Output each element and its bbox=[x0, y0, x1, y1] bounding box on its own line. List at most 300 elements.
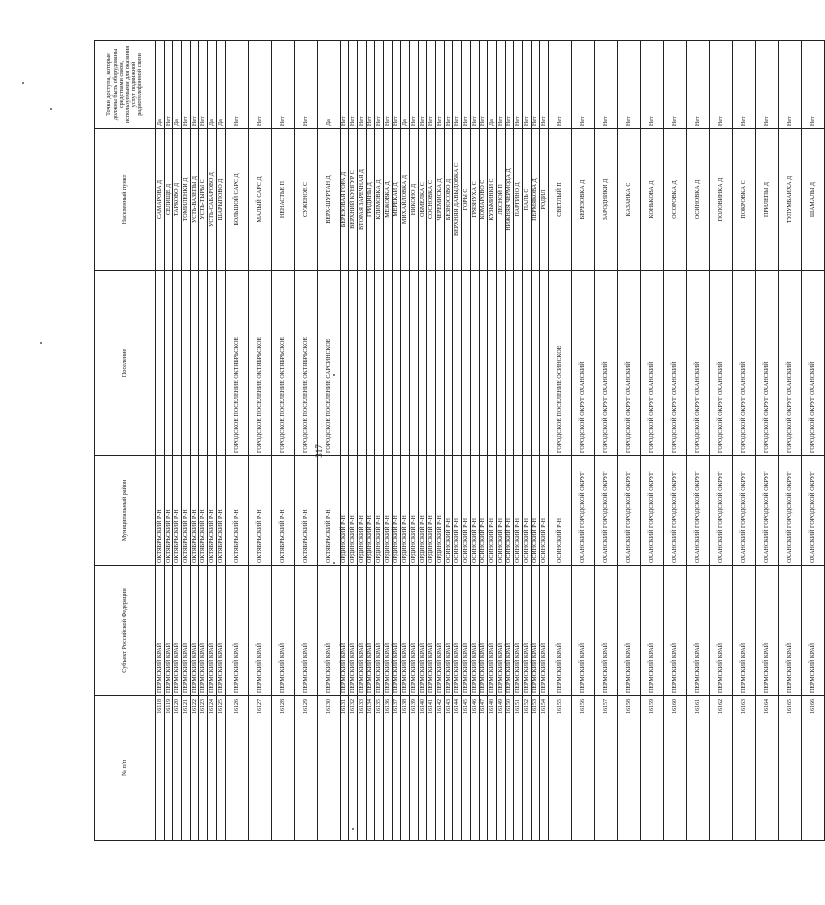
row-municipal: ОРДИНСКИЙ Р-Н bbox=[340, 456, 349, 566]
row-subject: ПЕРМСКИЙ КРАЙ bbox=[199, 566, 208, 696]
table-row bbox=[453, 41, 462, 841]
row-number: 16120 bbox=[173, 696, 182, 841]
row-number: 16149 bbox=[496, 696, 505, 841]
table-row bbox=[208, 41, 217, 841]
table-row bbox=[595, 41, 618, 841]
row-municipal: ОСИНСКИЙ Р-Н bbox=[514, 456, 523, 566]
row-municipal: ОХАНСКИЙ ГОРОДСКОЙ ОКРУГ bbox=[802, 456, 825, 566]
row-settlement bbox=[182, 271, 191, 456]
row-locality: НИЖНЯЯ ЧЕРМОДА Д bbox=[505, 129, 514, 271]
row-number: 16136 bbox=[383, 696, 392, 841]
row-access: Нет bbox=[595, 41, 618, 129]
row-number: 16156 bbox=[572, 696, 595, 841]
row-locality: УСТЬ-ВАЗЕПЫ Д bbox=[190, 129, 199, 271]
row-number: 16127 bbox=[248, 696, 271, 841]
row-municipal: ОКТЯБРЬСКИЙ Р-Н bbox=[294, 456, 317, 566]
table-row bbox=[733, 41, 756, 841]
row-municipal: ОРДИНСКИЙ Р-Н bbox=[366, 456, 375, 566]
row-number: 16160 bbox=[664, 696, 687, 841]
row-settlement bbox=[410, 271, 419, 456]
row-access: Нет bbox=[357, 41, 366, 129]
settlements-table bbox=[94, 40, 825, 841]
row-access: Нет bbox=[522, 41, 531, 129]
row-municipal: ОРДИНСКИЙ Р-Н bbox=[349, 456, 358, 566]
row-municipal: ОСИНСКИЙ Р-Н bbox=[462, 456, 471, 566]
row-number: 16126 bbox=[225, 696, 248, 841]
row-subject: ПЕРМСКИЙ КРАЙ bbox=[505, 566, 514, 696]
row-subject: ПЕРМСКИЙ КРАЙ bbox=[531, 566, 540, 696]
row-settlement: ГОРОДСКОЙ ОКРУГ ОХАНСКИЙ bbox=[641, 271, 664, 456]
row-subject: ПЕРМСКИЙ КРАЙ bbox=[190, 566, 199, 696]
row-locality: БЕЗНОСОВО Д bbox=[444, 129, 453, 271]
row-number: 16142 bbox=[436, 696, 445, 841]
row-settlement bbox=[444, 271, 453, 456]
row-access: Нет bbox=[505, 41, 514, 129]
row-municipal: ОХАНСКИЙ ГОРОДСКОЙ ОКРУГ bbox=[572, 456, 595, 566]
header-settlement: Поселение bbox=[95, 271, 156, 456]
row-municipal: ОСИНСКИЙ Р-Н bbox=[549, 456, 572, 566]
table-row bbox=[514, 41, 523, 841]
row-subject: ПЕРМСКИЙ КРАЙ bbox=[216, 566, 225, 696]
table-row bbox=[756, 41, 779, 841]
row-subject: ПЕРМСКИЙ КРАЙ bbox=[522, 566, 531, 696]
page-number: 317 bbox=[313, 444, 324, 458]
table-row bbox=[549, 41, 572, 841]
table-row bbox=[479, 41, 488, 841]
row-locality: ТОМИЛЕНКИ Д bbox=[182, 129, 191, 271]
row-subject: ПЕРМСКИЙ КРАЙ bbox=[349, 566, 358, 696]
row-settlement bbox=[488, 271, 497, 456]
row-access: Нет bbox=[756, 41, 779, 129]
scan-speck bbox=[22, 82, 24, 84]
table-row bbox=[182, 41, 191, 841]
header-municipal: Муниципальный район bbox=[95, 456, 156, 566]
row-number: 16123 bbox=[199, 696, 208, 841]
row-settlement: ГОРОДСКОЙ ОКРУГ ОХАНСКИЙ bbox=[687, 271, 710, 456]
row-municipal: ОСИНСКИЙ Р-Н bbox=[522, 456, 531, 566]
row-access: Нет bbox=[496, 41, 505, 129]
row-number: 16124 bbox=[208, 696, 217, 841]
table-header-row bbox=[95, 41, 156, 841]
row-subject: ПЕРМСКИЙ КРАЙ bbox=[317, 566, 340, 696]
table-row bbox=[248, 41, 271, 841]
table-row bbox=[436, 41, 445, 841]
row-locality: СОСНОВКА С bbox=[427, 129, 436, 271]
row-settlement bbox=[479, 271, 488, 456]
row-access: Нет bbox=[271, 41, 294, 129]
row-settlement: ГОРОДСКОЙ ОКРУГ ОХАНСКИЙ bbox=[733, 271, 756, 456]
row-subject: ПЕРМСКИЙ КРАЙ bbox=[357, 566, 366, 696]
row-subject: ПЕРМСКИЙ КРАЙ bbox=[470, 566, 479, 696]
row-settlement bbox=[522, 271, 531, 456]
row-settlement bbox=[156, 271, 165, 456]
row-subject: ПЕРМСКИЙ КРАЙ bbox=[710, 566, 733, 696]
row-settlement: ГОРОДСКОЕ ПОСЕЛЕНИЕ ОКТЯБРЬСКОЕ bbox=[294, 271, 317, 456]
row-locality: ОСИНОВКА Д bbox=[687, 129, 710, 271]
table-frame bbox=[94, 41, 816, 841]
row-access: Нет bbox=[225, 41, 248, 129]
row-access: Нет bbox=[294, 41, 317, 129]
table-row bbox=[173, 41, 182, 841]
row-municipal: ОКТЯБРЬСКИЙ Р-Н bbox=[317, 456, 340, 566]
row-subject: ПЕРМСКИЙ КРАЙ bbox=[444, 566, 453, 696]
row-settlement: ГОРОДСКОЙ ОКРУГ ОХАНСКИЙ bbox=[572, 271, 595, 456]
row-municipal: ОКТЯБРЬСКИЙ Р-Н bbox=[208, 456, 217, 566]
row-number: 16119 bbox=[164, 696, 173, 841]
row-subject: ПЕРМСКИЙ КРАЙ bbox=[173, 566, 182, 696]
row-locality: УСТЬ-САБАРОВО Д bbox=[208, 129, 217, 271]
row-locality: ОБМЕЛКА С bbox=[418, 129, 427, 271]
row-subject: ПЕРМСКИЙ КРАЙ bbox=[572, 566, 595, 696]
row-access: Нет bbox=[383, 41, 392, 129]
row-subject: ПЕРМСКИЙ КРАЙ bbox=[427, 566, 436, 696]
row-subject: ПЕРМСКИЙ КРАЙ bbox=[375, 566, 384, 696]
row-settlement bbox=[383, 271, 392, 456]
row-subject: ПЕРМСКИЙ КРАЙ bbox=[248, 566, 271, 696]
row-locality: СВЕТЛЫЙ П bbox=[549, 129, 572, 271]
row-number: 16151 bbox=[514, 696, 523, 841]
table-row bbox=[375, 41, 384, 841]
row-subject: ПЕРМСКИЙ КРАЙ bbox=[479, 566, 488, 696]
row-number: 16162 bbox=[710, 696, 733, 841]
row-subject: ПЕРМСКИЙ КРАЙ bbox=[733, 566, 756, 696]
row-access: Нет bbox=[641, 41, 664, 129]
row-settlement bbox=[392, 271, 401, 456]
row-locality: МЕЖОВКА Д bbox=[383, 129, 392, 271]
row-municipal: ОХАНСКИЙ ГОРОДСКОЙ ОКРУГ bbox=[733, 456, 756, 566]
row-access: Нет bbox=[182, 41, 191, 129]
row-settlement bbox=[427, 271, 436, 456]
row-settlement bbox=[505, 271, 514, 456]
table-row bbox=[470, 41, 479, 841]
row-municipal: ОСИНСКИЙ Р-Н bbox=[496, 456, 505, 566]
row-municipal: ОХАНСКИЙ ГОРОДСКОЙ ОКРУГ bbox=[641, 456, 664, 566]
table-row bbox=[496, 41, 505, 841]
row-settlement: ГОРОДСКОЙ ОКРУГ ОХАНСКИЙ bbox=[618, 271, 641, 456]
row-access: Да bbox=[401, 41, 410, 129]
row-access: Нет bbox=[572, 41, 595, 129]
row-locality: ПОКРОВКА С bbox=[733, 129, 756, 271]
row-locality: ПРИЛЕПЫ Д bbox=[756, 129, 779, 271]
row-settlement bbox=[366, 271, 375, 456]
table-row bbox=[687, 41, 710, 841]
row-access: Нет bbox=[199, 41, 208, 129]
table-row bbox=[199, 41, 208, 841]
row-number: 16164 bbox=[756, 696, 779, 841]
row-settlement bbox=[375, 271, 384, 456]
table-row bbox=[779, 41, 802, 841]
table-row bbox=[340, 41, 349, 841]
row-access: Да bbox=[488, 41, 497, 129]
row-municipal: ОРДИНСКИЙ Р-Н bbox=[357, 456, 366, 566]
row-number: 16121 bbox=[182, 696, 191, 841]
row-settlement bbox=[418, 271, 427, 456]
row-locality: БЕРЕЗОВКА Д bbox=[572, 129, 595, 271]
table-row bbox=[366, 41, 375, 841]
table-row bbox=[540, 41, 549, 841]
row-access: Нет bbox=[733, 41, 756, 129]
table-row bbox=[710, 41, 733, 841]
row-municipal: ОСИНСКИЙ Р-Н bbox=[505, 456, 514, 566]
table-row bbox=[164, 41, 173, 841]
row-locality: ШАРЫПОВО Д bbox=[216, 129, 225, 271]
row-settlement bbox=[340, 271, 349, 456]
row-number: 16148 bbox=[488, 696, 497, 841]
row-locality: МАЛЫЙ САРС Д bbox=[248, 129, 271, 271]
row-number: 16122 bbox=[190, 696, 199, 841]
row-number: 16144 bbox=[453, 696, 462, 841]
row-locality: БОЛЬШОЙ САРС Д bbox=[225, 129, 248, 271]
row-subject: ПЕРМСКИЙ КРАЙ bbox=[340, 566, 349, 696]
header-num: № п/п bbox=[95, 696, 156, 841]
row-subject: ПЕРМСКИЙ КРАЙ bbox=[514, 566, 523, 696]
row-settlement: ГОРОДСКОЕ ПОСЕЛЕНИЕ ОКТЯБРЬСКОЕ bbox=[225, 271, 248, 456]
row-municipal: ОКТЯБРЬСКИЙ Р-Н bbox=[156, 456, 165, 566]
row-number: 16141 bbox=[427, 696, 436, 841]
row-municipal: ОСИНСКИЙ Р-Н bbox=[479, 456, 488, 566]
row-settlement: ГОРОДСКОЙ ОКРУГ ОХАНСКИЙ bbox=[802, 271, 825, 456]
row-access: Нет bbox=[531, 41, 540, 129]
row-number: 16128 bbox=[271, 696, 294, 841]
row-subject: ПЕРМСКИЙ КРАЙ bbox=[756, 566, 779, 696]
row-number: 16157 bbox=[595, 696, 618, 841]
row-number: 16134 bbox=[366, 696, 375, 841]
row-number: 16125 bbox=[216, 696, 225, 841]
row-access: Да bbox=[156, 41, 165, 129]
table-row bbox=[271, 41, 294, 841]
row-number: 16159 bbox=[641, 696, 664, 841]
row-municipal: ОКТЯБРЬСКИЙ Р-Н bbox=[182, 456, 191, 566]
row-municipal: ОСИНСКИЙ Р-Н bbox=[488, 456, 497, 566]
row-settlement bbox=[462, 271, 471, 456]
row-subject: ПЕРМСКИЙ КРАЙ bbox=[208, 566, 217, 696]
row-municipal: ОРДИНСКИЙ Р-Н bbox=[383, 456, 392, 566]
row-settlement: ГОРОДСКОЕ ПОСЕЛЕНИЕ ОКТЯБРЬСКОЕ bbox=[271, 271, 294, 456]
row-municipal: ОКТЯБРЬСКИЙ Р-Н bbox=[271, 456, 294, 566]
row-settlement: ГОРОДСКОЙ ОКРУГ ОХАНСКИЙ bbox=[664, 271, 687, 456]
header-subject: Субъект Российской Федерации bbox=[95, 566, 156, 696]
row-number: 16129 bbox=[294, 696, 317, 841]
row-locality: УСТЬ-ТЫРЫ С bbox=[199, 129, 208, 271]
table-row bbox=[572, 41, 595, 841]
row-access: Нет bbox=[366, 41, 375, 129]
row-municipal: ОСИНСКИЙ Р-Н bbox=[453, 456, 462, 566]
row-locality: ЛЕСНОЙ П bbox=[496, 129, 505, 271]
row-number: 16137 bbox=[392, 696, 401, 841]
row-settlement bbox=[514, 271, 523, 456]
row-access: Нет bbox=[340, 41, 349, 129]
row-subject: ПЕРМСКИЙ КРАЙ bbox=[366, 566, 375, 696]
row-settlement bbox=[357, 271, 366, 456]
row-municipal: ОХАНСКИЙ ГОРОДСКОЙ ОКРУГ bbox=[756, 456, 779, 566]
row-access: Нет bbox=[479, 41, 488, 129]
row-locality: КАЗАНКА С bbox=[618, 129, 641, 271]
row-subject: ПЕРМСКИЙ КРАЙ bbox=[182, 566, 191, 696]
row-access: Нет bbox=[248, 41, 271, 129]
row-locality: КОНЬКОВА Д bbox=[641, 129, 664, 271]
row-settlement: ГОРОДСКОЕ ПОСЕЛЕНИЕ ОКТЯБРЬСКОЕ bbox=[248, 271, 271, 456]
table-row bbox=[444, 41, 453, 841]
row-municipal: ОСИНСКИЙ Р-Н bbox=[470, 456, 479, 566]
row-municipal: ОРДИНСКИЙ Р-Н bbox=[436, 456, 445, 566]
row-settlement: ГОРОДСКОЙ ОКРУГ ОХАНСКИЙ bbox=[595, 271, 618, 456]
row-number: 16161 bbox=[687, 696, 710, 841]
row-locality: КЛИМОВКА Д bbox=[375, 129, 384, 271]
row-subject: ПЕРМСКИЙ КРАЙ bbox=[271, 566, 294, 696]
row-number: 16155 bbox=[549, 696, 572, 841]
row-municipal: ОКТЯБРЬСКИЙ Р-Н bbox=[190, 456, 199, 566]
row-subject: ПЕРМСКИЙ КРАЙ bbox=[540, 566, 549, 696]
row-subject: ПЕРМСКИЙ КРАЙ bbox=[436, 566, 445, 696]
row-settlement bbox=[208, 271, 217, 456]
row-municipal: ОКТЯБРЬСКИЙ Р-Н bbox=[164, 456, 173, 566]
row-access: Нет bbox=[164, 41, 173, 129]
row-access: Нет bbox=[470, 41, 479, 129]
row-locality: КУЗЬМИНКИ С bbox=[488, 129, 497, 271]
row-access: Нет bbox=[436, 41, 445, 129]
row-locality: ВТОРАЯ ЗАРЕЧНАЯ Д bbox=[357, 129, 366, 271]
row-locality: ТАРКОВО Д bbox=[173, 129, 182, 271]
row-locality: РОДИЛ bbox=[540, 129, 549, 271]
row-subject: ПЕРМСКИЙ КРАЙ bbox=[418, 566, 427, 696]
row-access: Нет bbox=[687, 41, 710, 129]
row-access: Нет bbox=[418, 41, 427, 129]
row-subject: ПЕРМСКИЙ КРАЙ bbox=[618, 566, 641, 696]
row-subject: ПЕРМСКИЙ КРАЙ bbox=[802, 566, 825, 696]
row-access: Нет bbox=[375, 41, 384, 129]
row-locality: КОМАРОВО С bbox=[479, 129, 488, 271]
row-access: Нет bbox=[444, 41, 453, 129]
row-locality: ЧЕРЕМИСКА Д bbox=[436, 129, 445, 271]
row-access: Нет bbox=[190, 41, 199, 129]
row-number: 16153 bbox=[531, 696, 540, 841]
table-row bbox=[522, 41, 531, 841]
row-locality: НИКОНО Д bbox=[410, 129, 419, 271]
row-access: Да bbox=[208, 41, 217, 129]
table-row bbox=[488, 41, 497, 841]
row-subject: ПЕРМСКИЙ КРАЙ bbox=[383, 566, 392, 696]
row-settlement: ГОРОДСКОЙ ОКРУГ ОХАНСКИЙ bbox=[779, 271, 802, 456]
row-municipal: ОРДИНСКИЙ Р-Н bbox=[410, 456, 419, 566]
row-number: 16139 bbox=[410, 696, 419, 841]
row-access: Нет bbox=[618, 41, 641, 129]
row-access: Нет bbox=[710, 41, 733, 129]
table-row bbox=[418, 41, 427, 841]
row-settlement bbox=[199, 271, 208, 456]
table-row bbox=[618, 41, 641, 841]
row-access: Нет bbox=[427, 41, 436, 129]
row-subject: ПЕРМСКИЙ КРАЙ bbox=[641, 566, 664, 696]
row-access: Нет bbox=[802, 41, 825, 129]
row-locality: ВЕРХНИЙ КУНГУР С bbox=[349, 129, 358, 271]
row-municipal: ОРДИНСКИЙ Р-Н bbox=[375, 456, 384, 566]
row-locality: ШАМАЛЫ Д bbox=[802, 129, 825, 271]
table-row bbox=[392, 41, 401, 841]
row-locality: БЕРЕЗОВАЯ ГОРА Д bbox=[340, 129, 349, 271]
header-locality: Населенный пункт bbox=[95, 129, 156, 271]
row-locality: ЗАРОДНИКИ Д bbox=[595, 129, 618, 271]
row-settlement: ГОРОДСКОЕ ПОСЕЛЕНИЕ САРСИНСКОЕ bbox=[317, 271, 340, 456]
row-access: Да bbox=[317, 41, 340, 129]
row-access: Нет bbox=[540, 41, 549, 129]
table-row bbox=[349, 41, 358, 841]
scan-speck bbox=[50, 108, 52, 110]
row-subject: ПЕРМСКИЙ КРАЙ bbox=[664, 566, 687, 696]
table-row bbox=[664, 41, 687, 841]
row-number: 16138 bbox=[401, 696, 410, 841]
row-locality: НЕНАСТЬЕ П bbox=[271, 129, 294, 271]
table-row bbox=[216, 41, 225, 841]
row-municipal: ОРДИНСКИЙ Р-Н bbox=[401, 456, 410, 566]
row-municipal: ОХАНСКИЙ ГОРОДСКОЙ ОКРУГ bbox=[779, 456, 802, 566]
row-access: Да bbox=[216, 41, 225, 129]
row-locality: ПАРГИНО Д bbox=[514, 129, 523, 271]
row-access: Нет bbox=[349, 41, 358, 129]
table-row bbox=[427, 41, 436, 841]
table-row bbox=[317, 41, 340, 841]
row-number: 16165 bbox=[779, 696, 802, 841]
row-number: 16146 bbox=[470, 696, 479, 841]
row-municipal: ОСИНСКИЙ Р-Н bbox=[531, 456, 540, 566]
row-number: 16133 bbox=[357, 696, 366, 841]
row-settlement bbox=[453, 271, 462, 456]
row-number: 16150 bbox=[505, 696, 514, 841]
row-locality: ГРЯЗНУХА С bbox=[470, 129, 479, 271]
table-row bbox=[410, 41, 419, 841]
row-subject: ПЕРМСКИЙ КРАЙ bbox=[401, 566, 410, 696]
row-settlement bbox=[349, 271, 358, 456]
row-number: 16135 bbox=[375, 696, 384, 841]
row-locality: МЕРЕКАИ Д bbox=[392, 129, 401, 271]
row-number: 16118 bbox=[156, 696, 165, 841]
rotated-table-container bbox=[94, 41, 816, 841]
row-number: 16147 bbox=[479, 696, 488, 841]
row-number: 16158 bbox=[618, 696, 641, 841]
row-subject: ПЕРМСКИЙ КРАЙ bbox=[392, 566, 401, 696]
table-row bbox=[531, 41, 540, 841]
row-locality: ВЕРХНЯЯ ДАВЫДОВКА С bbox=[453, 129, 462, 271]
row-settlement bbox=[470, 271, 479, 456]
header-access: Точки доступа, которые должны быть оборудованы средствами связи, используемыми для оказания услуг подвижной радиотелефонной связи bbox=[95, 41, 156, 129]
row-locality: ПОЛОВИНКА Д bbox=[710, 129, 733, 271]
row-settlement: ГОРОДСКОЙ ОКРУГ ОХАНСКИЙ bbox=[756, 271, 779, 456]
row-settlement bbox=[496, 271, 505, 456]
row-access: Нет bbox=[549, 41, 572, 129]
row-locality: ПЕРМЯКОВА Д bbox=[531, 129, 540, 271]
scan-speck bbox=[40, 342, 42, 344]
row-settlement bbox=[436, 271, 445, 456]
row-settlement bbox=[216, 271, 225, 456]
row-municipal: ОСИНСКИЙ Р-Н bbox=[444, 456, 453, 566]
row-number: 16152 bbox=[522, 696, 531, 841]
row-subject: ПЕРМСКИЙ КРАЙ bbox=[687, 566, 710, 696]
row-settlement: ГОРОДСКОЕ ПОСЕЛЕНИЕ ОСИНСКОЕ bbox=[549, 271, 572, 456]
row-municipal: ОХАНСКИЙ ГОРОДСКОЙ ОКРУГ bbox=[664, 456, 687, 566]
row-settlement bbox=[401, 271, 410, 456]
table-row bbox=[505, 41, 514, 841]
row-number: 16132 bbox=[349, 696, 358, 841]
row-locality: МИХАЙЛОВКА Д bbox=[401, 129, 410, 271]
row-access: Нет bbox=[514, 41, 523, 129]
row-municipal: ОХАНСКИЙ ГОРОДСКОЙ ОКРУГ bbox=[687, 456, 710, 566]
row-municipal: ОКТЯБРЬСКИЙ Р-Н bbox=[248, 456, 271, 566]
row-subject: ПЕРМСКИЙ КРАЙ bbox=[294, 566, 317, 696]
row-subject: ПЕРМСКИЙ КРАЙ bbox=[164, 566, 173, 696]
row-municipal: ОКТЯБРЬСКИЙ Р-Н bbox=[173, 456, 182, 566]
row-number: 16166 bbox=[802, 696, 825, 841]
row-municipal: ОХАНСКИЙ ГОРОДСКОЙ ОКРУГ bbox=[618, 456, 641, 566]
row-access: Да bbox=[173, 41, 182, 129]
